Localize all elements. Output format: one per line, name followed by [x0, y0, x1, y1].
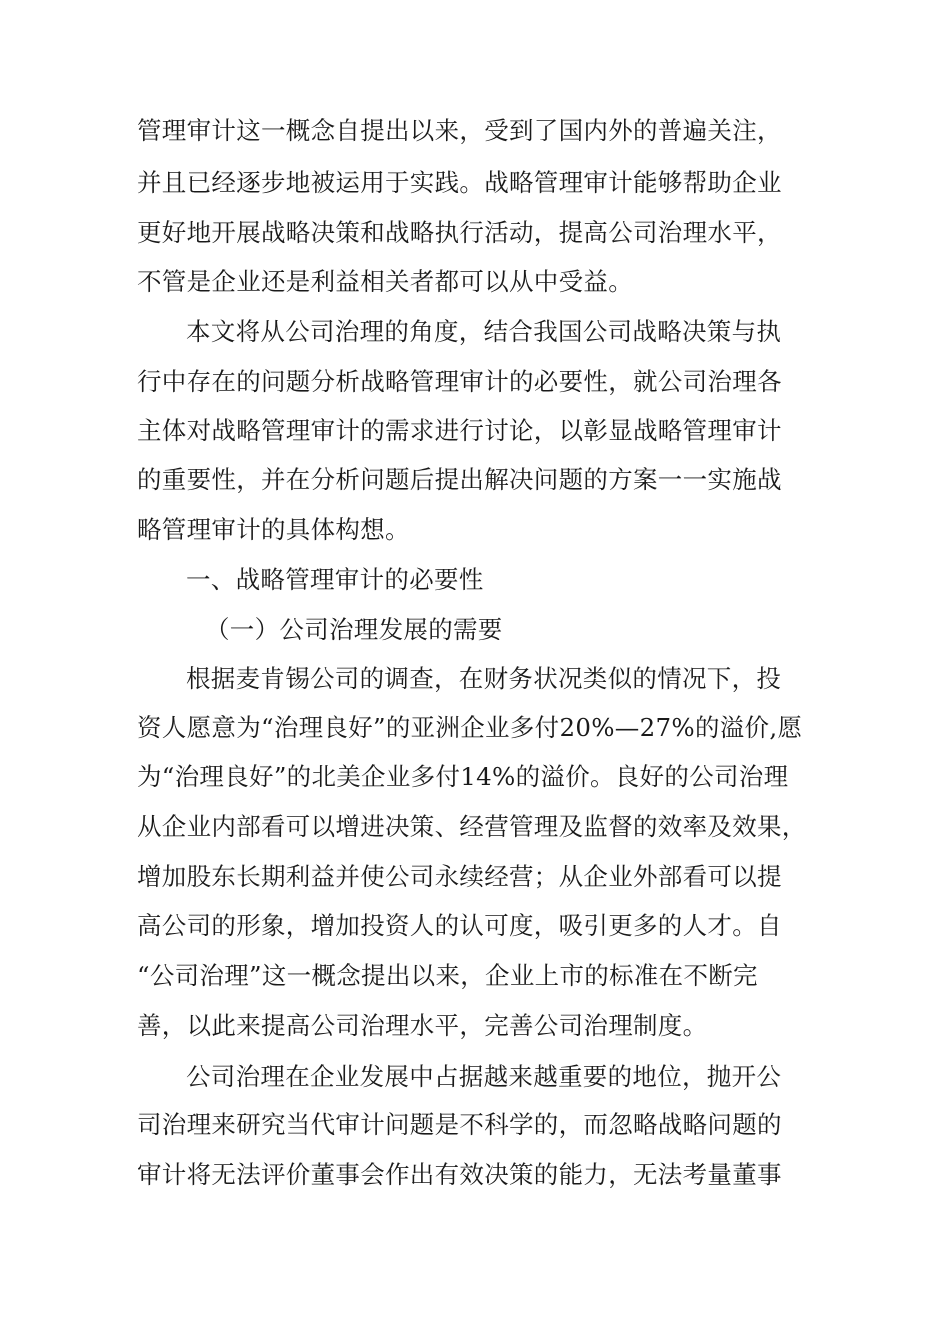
paragraph-1-line-3: 更好地开展战略决策和战略执行活动，提高公司治理水平，	[137, 218, 782, 247]
paragraph-1-line-2: 并且已经逐步地被运用于实践。战略管理审计能够帮助企业	[137, 168, 782, 197]
paragraph-3-line-3: 为“治理良好”的北美企业多付14%的溢价。良好的公司治理	[137, 762, 789, 791]
paragraph-4-line-1: 公司治理在企业发展中占据越来越重要的地位，抛开公	[186, 1062, 782, 1091]
paragraph-3-line-2: 资人愿意为“治理良好”的亚洲企业多付20%—27%的溢价,愿	[137, 713, 803, 742]
paragraph-2-line-4: 的重要性，并在分析问题后提出解决问题的方案一一实施战	[137, 465, 782, 494]
subsection-heading: （一）公司治理发展的需要	[205, 615, 503, 644]
paragraph-3-line-5: 增加股东长期利益并使公司永续经营；从企业外部看可以提	[137, 862, 782, 891]
paragraph-2-line-2: 行中存在的问题分析战略管理审计的必要性，就公司治理各	[137, 367, 782, 396]
paragraph-2-line-1: 本文将从公司治理的角度，结合我国公司战略决策与执	[186, 317, 782, 346]
paragraph-1-line-1: 管理审计这一概念自提出以来，受到了国内外的普遍关注，	[137, 116, 782, 145]
paragraph-3-line-7: “公司治理”这一概念提出以来，企业上市的标准在不断完	[137, 961, 758, 990]
paragraph-3-line-8: 善，以此来提高公司治理水平，完善公司治理制度。	[137, 1011, 708, 1040]
paragraph-3-line-4: 从企业内部看可以增进决策、经营管理及监督的效率及效果，	[137, 812, 807, 841]
paragraph-3-line-6: 高公司的形象，增加投资人的认可度，吸引更多的人才。自	[137, 911, 782, 940]
paragraph-4-line-3: 审计将无法评价董事会作出有效决策的能力，无法考量董事	[137, 1160, 782, 1189]
paragraph-4-line-2: 司治理来研究当代审计问题是不科学的，而忽略战略问题的	[137, 1110, 782, 1139]
paragraph-1-line-4: 不管是企业还是利益相关者都可以从中受益。	[137, 267, 633, 296]
section-heading: 一、战略管理审计的必要性	[186, 565, 484, 594]
paragraph-2-line-5: 略管理审计的具体构想。	[137, 515, 410, 544]
paragraph-3-line-1: 根据麦肯锡公司的调查，在财务状况类似的情况下，投	[186, 664, 782, 693]
paragraph-2-line-3: 主体对战略管理审计的需求进行讨论，以彰显战略管理审计	[137, 416, 782, 445]
